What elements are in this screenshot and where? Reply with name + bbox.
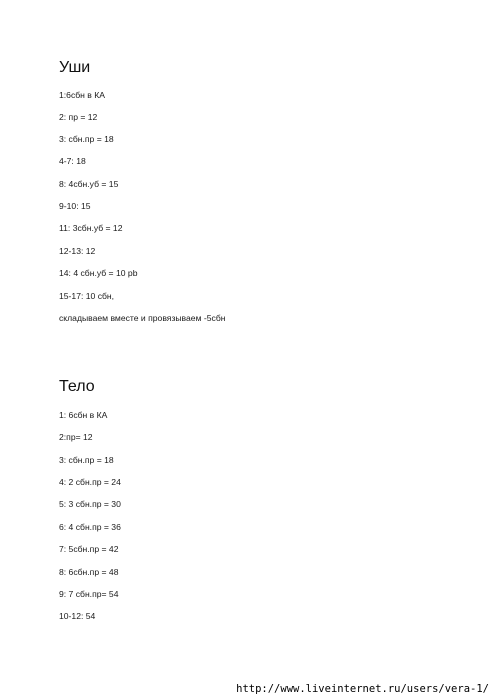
pattern-line: 11: 3сбн.уб = 12 <box>59 223 123 233</box>
pattern-line: 3: сбн.пр = 18 <box>59 134 114 144</box>
pattern-line: 2: пр = 12 <box>59 112 98 122</box>
pattern-line: 9-10: 15 <box>59 201 91 211</box>
pattern-line: 4: 2 сбн.пр = 24 <box>59 477 121 487</box>
pattern-line: 9: 7 сбн.пр= 54 <box>59 589 119 599</box>
pattern-line: 2:пр= 12 <box>59 432 93 442</box>
pattern-line: 8: 4сбн.уб = 15 <box>59 179 119 189</box>
section-title-ears: Уши <box>59 59 91 76</box>
pattern-line: 3: сбн.пр = 18 <box>59 455 114 465</box>
section-title-body: Тело <box>59 378 95 395</box>
source-url[interactable]: http://www.liveinternet.ru/users/vera-1/ <box>236 683 489 695</box>
pattern-line: 1: 6сбн в КА <box>59 410 108 420</box>
pattern-line: 7: 5сбн.пр = 42 <box>59 544 119 554</box>
pattern-line: 8: 6сбн.пр = 48 <box>59 567 119 577</box>
pattern-line: 6: 4 сбн.пр = 36 <box>59 522 121 532</box>
pattern-line: складываем вместе и провязываем -5сбн <box>59 313 226 323</box>
pattern-line: 4-7: 18 <box>59 156 86 166</box>
pattern-line: 14: 4 сбн.уб = 10 pb <box>59 268 138 278</box>
pattern-line: 15-17: 10 сбн, <box>59 291 115 301</box>
pattern-line: 1:6сбн в КА <box>59 90 105 100</box>
pattern-line: 10-12: 54 <box>59 611 96 621</box>
pattern-line: 5: 3 сбн.пр = 30 <box>59 499 121 509</box>
pattern-line: 12-13: 12 <box>59 246 96 256</box>
